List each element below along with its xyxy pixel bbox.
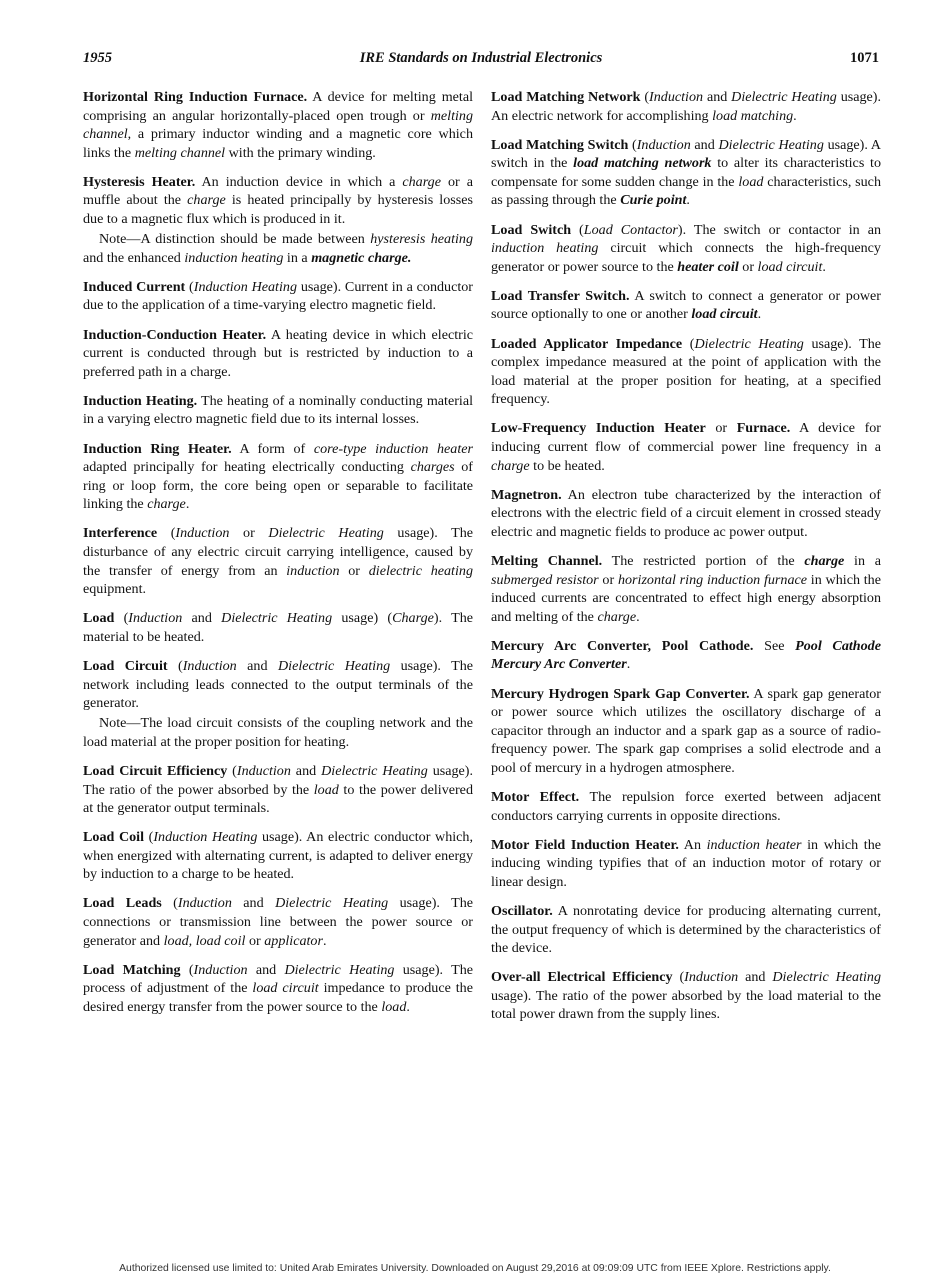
glossary-text: ( — [628, 136, 637, 153]
glossary-text: heater coil — [677, 258, 739, 275]
glossary-term: Load Circuit — [83, 657, 168, 674]
glossary-text: and — [231, 895, 276, 912]
glossary-text: Induction — [175, 525, 230, 542]
glossary-text: . — [793, 107, 797, 124]
glossary-term: Induction-Conduction Heater. — [83, 326, 267, 343]
glossary-text: Charge — [392, 610, 434, 627]
glossary-text: in a — [844, 552, 881, 569]
glossary-text: load — [738, 173, 764, 190]
glossary-entry — [491, 287, 881, 324]
glossary-text: characteristics, such as passing through the — [491, 173, 881, 209]
glossary-entry — [491, 788, 881, 825]
glossary-text: load — [381, 998, 407, 1015]
glossary-entry — [491, 902, 881, 958]
glossary-text: dielectric heating — [368, 562, 473, 579]
glossary-term: Horizontal Ring Induction Furnace. — [83, 89, 308, 105]
glossary-text: and — [290, 762, 322, 779]
glossary-text: Induction — [182, 657, 237, 674]
glossary-text: See — [753, 637, 796, 654]
glossary-term: Low-Frequency Induction Heater — [491, 420, 706, 437]
glossary-text: . — [757, 306, 762, 323]
glossary-term: Load Transfer Switch. — [491, 287, 630, 304]
glossary-term: Load Matching Switch — [491, 136, 629, 153]
glossary-text: induction — [286, 562, 340, 579]
glossary-text: Induction — [193, 961, 248, 978]
glossary-text: and the enhanced — [83, 249, 185, 266]
left-column — [83, 88, 473, 1027]
license-footer: Authorized licensed use limited to: United Arab Emirates University. Downloaded on August 29,2016 at 09:09:09 UTC from IEEE Xplore. Restrictions apply. — [119, 1263, 831, 1274]
glossary-text: ( — [571, 221, 584, 238]
glossary-text: usage). The disturbance of any electric circuit carrying intelligence, caused by the transfer of energy from an — [83, 525, 473, 579]
glossary-entry — [491, 836, 881, 892]
glossary-text: ( — [144, 829, 154, 846]
glossary-text: A device for inducing current flow of commercial power line frequency in a — [491, 420, 882, 455]
glossary-text: A spark gap generator or power source which utilizes the oscillatory discharge of a capacitor through an inductor and a spark gap as a source of radio-frequency power. The spark gap comprises a solid electrode and a pool of mercury in a hydrogen atmosphere. — [491, 685, 881, 776]
glossary-term: Induction Heating. — [83, 392, 198, 409]
glossary-text: ). The material to be heated. — [83, 610, 473, 645]
glossary-text: in a — [283, 249, 312, 266]
glossary-text: Curie point — [620, 192, 687, 209]
glossary-text: Dielectric Heating — [772, 969, 882, 986]
glossary-text: magnetic charge. — [311, 249, 412, 266]
glossary-text: is heated principally by hysteresis losses due to a magnetic flux which is produced in it. — [83, 192, 473, 228]
right-column — [491, 88, 881, 1035]
glossary-term: Mercury Hydrogen Spark Gap Converter. — [491, 685, 750, 702]
glossary-entry — [83, 88, 473, 162]
glossary-entry — [83, 894, 473, 950]
glossary-term: Motor Effect. — [491, 789, 580, 805]
glossary-text: usage). A switch in the — [491, 136, 881, 172]
glossary-term: Load Leads — [83, 895, 162, 912]
glossary-text: and — [247, 961, 285, 978]
glossary-text: and — [738, 969, 773, 986]
glossary-term: Magnetron. — [491, 486, 562, 503]
glossary-text: Dielectric Heating — [284, 961, 395, 978]
running-header — [83, 50, 879, 72]
glossary-text: . — [626, 656, 631, 673]
glossary-entry — [491, 419, 881, 475]
glossary-entry — [491, 221, 881, 277]
glossary-text: circuit which connects the high-frequency generator or power source to the — [491, 240, 881, 275]
glossary-text: Dielectric Heating — [694, 335, 804, 352]
glossary-text: or — [229, 525, 269, 542]
glossary-text: usage). The connections or transmission line between the power source or generator and — [83, 895, 474, 949]
header-year: 1955 — [83, 50, 112, 66]
glossary-text: or a muffle about the — [83, 173, 473, 209]
glossary-text: submerged resistor — [491, 571, 599, 588]
glossary-text: usage). The network including leads connected to the output terminals of the generator. — [83, 657, 474, 712]
glossary-text: or — [705, 420, 737, 437]
glossary-text: Load Contactor — [583, 221, 678, 238]
glossary-text: A device for melting metal comprising an angular horizontally-placed open trough or — [83, 89, 474, 124]
glossary-text: ( — [161, 895, 178, 912]
glossary-text: to be heated. — [529, 457, 605, 474]
glossary-text: and — [703, 89, 732, 105]
header-journal-title: IRE Standards on Industrial Electronics — [359, 50, 603, 66]
glossary-text: ( — [114, 610, 129, 627]
glossary-text: horizontal ring induction furnace — [617, 571, 808, 588]
glossary-text: and — [690, 136, 719, 153]
glossary-entry — [83, 961, 473, 1017]
glossary-entry — [491, 486, 881, 542]
glossary-text: usage). The ratio of the power absorbed by the — [83, 762, 474, 798]
glossary-term: Load Switch — [491, 221, 572, 238]
glossary-entry — [491, 552, 881, 626]
glossary-term: Melting Channel. — [491, 552, 603, 569]
glossary-text: . — [322, 932, 327, 949]
glossary-text: load — [313, 781, 339, 798]
glossary-text: charge — [402, 173, 441, 190]
glossary-text: usage) ( — [332, 610, 393, 627]
glossary-text: ( — [167, 657, 183, 674]
glossary-text: Induction — [649, 89, 704, 105]
glossary-text: melting channel — [134, 144, 226, 161]
glossary-text: load, load coil — [163, 932, 246, 949]
glossary-entry — [83, 762, 473, 818]
glossary-note — [83, 230, 473, 267]
glossary-text: The restricted portion of the — [602, 552, 805, 569]
glossary-text: Dielectric Heating — [718, 136, 824, 153]
glossary-term: Induction Ring Heater. — [83, 440, 232, 457]
glossary-text: of ring or loop form, the core being open or separable to facilitate linking the — [83, 459, 474, 513]
glossary-text: Induction Heating — [153, 829, 258, 846]
glossary-text: Induction — [177, 895, 232, 912]
glossary-text: . — [406, 998, 410, 1015]
glossary-term: Load Coil — [83, 829, 145, 846]
glossary-text: Induction — [128, 610, 183, 627]
glossary-term: Load Circuit Efficiency — [83, 762, 228, 779]
glossary-text: Induction Heating — [193, 278, 297, 295]
glossary-text: , a primary inductor winding and a magnetic core which links the — [83, 126, 473, 161]
glossary-text: charges — [410, 459, 455, 476]
glossary-text: ( — [180, 961, 194, 978]
glossary-text: load circuit — [757, 258, 823, 275]
glossary-text: Dielectric Heating — [277, 657, 391, 674]
glossary-text: charge — [491, 457, 530, 474]
glossary-text: Furnace. — [736, 420, 791, 437]
glossary-text: Note—The load circuit consists of the coupling network and the load material at the proper position for heating. — [83, 715, 473, 750]
glossary-text: impedance to produce the desired energy transfer from the power source to the — [83, 980, 473, 1015]
glossary-text: or — [738, 258, 758, 275]
glossary-text: induction heater — [706, 836, 802, 853]
glossary-text: usage). The complex impedance measured at the point of application with the load material at the proper position for heating, at a specified frequency. — [491, 335, 882, 408]
glossary-term: Load Matching Network — [491, 89, 641, 105]
glossary-text: to the power delivered at the generator output terminals. — [83, 781, 473, 817]
glossary-text: usage). The process of adjustment of the — [83, 961, 473, 997]
glossary-text: in which the induced currents are concentrated to effect high energy absorption and melting of the — [491, 571, 881, 625]
glossary-entry — [491, 88, 881, 125]
glossary-term: Load Matching — [83, 961, 181, 978]
glossary-text: . — [686, 192, 690, 209]
glossary-text: An — [678, 836, 707, 853]
glossary-text: load circuit — [691, 306, 758, 323]
glossary-text: usage). An electric network for accomplishing — [491, 89, 881, 124]
glossary-term: Interference — [83, 525, 158, 542]
glossary-text: with the primary winding. — [225, 144, 376, 161]
glossary-text: usage). An electric conductor which, when energized with alternating current, is adapted to deliver energy by induction to a charge to be heated. — [83, 829, 473, 883]
glossary-text: load matching network — [573, 155, 712, 172]
glossary-term: Loaded Applicator Impedance — [491, 335, 683, 352]
glossary-text: or — [339, 562, 369, 579]
glossary-text: hysteresis heating — [370, 231, 473, 248]
glossary-text: ). The switch or contactor in an — [677, 221, 882, 238]
glossary-text: ( — [157, 525, 176, 542]
glossary-text: The heating of a nominally conducting material in a varying electro magnetic field due to its internal losses. — [83, 392, 474, 428]
glossary-term: Over-all Electrical Efficiency — [491, 969, 673, 986]
glossary-text: usage). Current in a conductor due to the application of a time-varying electro magnetic field. — [83, 278, 474, 314]
glossary-text: The repulsion force exerted between adjacent conductors carrying currents in opposite directions. — [491, 789, 881, 824]
glossary-entry — [491, 685, 881, 778]
glossary-text: and — [182, 610, 222, 627]
glossary-text: induction heating — [491, 240, 599, 257]
glossary-text: ( — [672, 969, 685, 986]
glossary-text: charge — [147, 496, 186, 513]
glossary-text: adapted principally for heating electrically conducting — [83, 459, 411, 476]
glossary-text: Note—A distinction should be made between — [99, 231, 371, 248]
glossary-text: load circuit — [252, 980, 319, 997]
glossary-term: Load — [83, 610, 115, 627]
glossary-entry — [491, 637, 881, 674]
glossary-text: Induction — [236, 762, 291, 779]
glossary-entry — [83, 828, 473, 884]
glossary-text: A switch to connect a generator or power source optionally to one or another — [491, 287, 882, 323]
glossary-entry — [83, 609, 473, 646]
glossary-term: Hysteresis Heater. — [83, 173, 196, 190]
glossary-text: Induction — [684, 969, 739, 986]
glossary-text: . — [822, 258, 826, 275]
glossary-text: core-type induction heater — [313, 440, 474, 457]
glossary-entry — [83, 657, 473, 713]
glossary-entry — [83, 173, 473, 229]
glossary-term: Oscillator. — [491, 902, 553, 919]
glossary-text: charge — [597, 608, 637, 625]
glossary-text: charge — [804, 552, 845, 569]
glossary-entry — [491, 335, 881, 409]
glossary-text: . — [185, 496, 190, 513]
glossary-text: charge — [187, 192, 226, 209]
glossary-text: An induction device in which a — [195, 173, 403, 190]
glossary-text: Dielectric Heating — [275, 895, 389, 912]
glossary-text: melting channel — [83, 107, 473, 143]
glossary-text: applicator — [264, 932, 323, 949]
glossary-text: Dielectric Heating — [731, 89, 837, 105]
glossary-text: Dielectric Heating — [321, 762, 428, 779]
glossary-entry — [83, 392, 473, 429]
glossary-text: Dielectric Heating — [221, 610, 333, 627]
glossary-term: Mercury Arc Converter, Pool Cathode. — [491, 637, 754, 654]
glossary-entry — [83, 278, 473, 315]
glossary-text: Pool Cathode Mercury Arc Converter — [491, 637, 881, 673]
glossary-entry — [83, 524, 473, 598]
glossary-text: Dielectric Heating — [268, 525, 384, 542]
glossary-entry — [491, 136, 881, 210]
glossary-text: A nonrotating device for producing alternating current, the output frequency of which is determined by the characteristics of the device. — [491, 902, 881, 957]
glossary-text: ( — [227, 762, 237, 779]
glossary-text: induction heating — [184, 249, 284, 266]
glossary-text: A form of — [231, 440, 314, 457]
glossary-text: An electron tube characterized by the interaction of electrons with the electric field of a circuit element in crossed steady electric and magnetic fields to produce ac power output. — [491, 486, 881, 540]
glossary-text: ( — [185, 278, 194, 295]
glossary-text: equipment. — [83, 581, 147, 598]
glossary-text: A heating device in which electric current is conducted through but is restricted by induction to a preferred path in a charge. — [83, 326, 474, 380]
glossary-term: Motor Field Induction Heater. — [491, 836, 679, 853]
glossary-text: or — [245, 932, 265, 949]
glossary-entry — [83, 440, 473, 514]
glossary-text: . — [636, 608, 640, 625]
glossary-entry — [491, 968, 881, 1024]
glossary-text: load matching — [712, 107, 794, 124]
glossary-text: ( — [640, 89, 650, 105]
glossary-note — [83, 714, 473, 751]
glossary-term: Induced Current — [83, 278, 186, 295]
glossary-text: and — [236, 657, 278, 674]
glossary-text: to alter its characteristics to compensate for some sudden change in the — [491, 155, 881, 190]
glossary-entry — [83, 326, 473, 382]
glossary-text: ( — [682, 335, 695, 352]
glossary-text: in which the inducing winding typifies that of an induction motor of rotary or linear design. — [491, 836, 882, 890]
header-page-number: 1071 — [850, 50, 879, 66]
glossary-text: or — [598, 571, 618, 588]
glossary-text: usage). The ratio of the power absorbed by the load material to the total power drawn from the supply lines. — [491, 987, 881, 1023]
glossary-text: Induction — [636, 136, 691, 153]
